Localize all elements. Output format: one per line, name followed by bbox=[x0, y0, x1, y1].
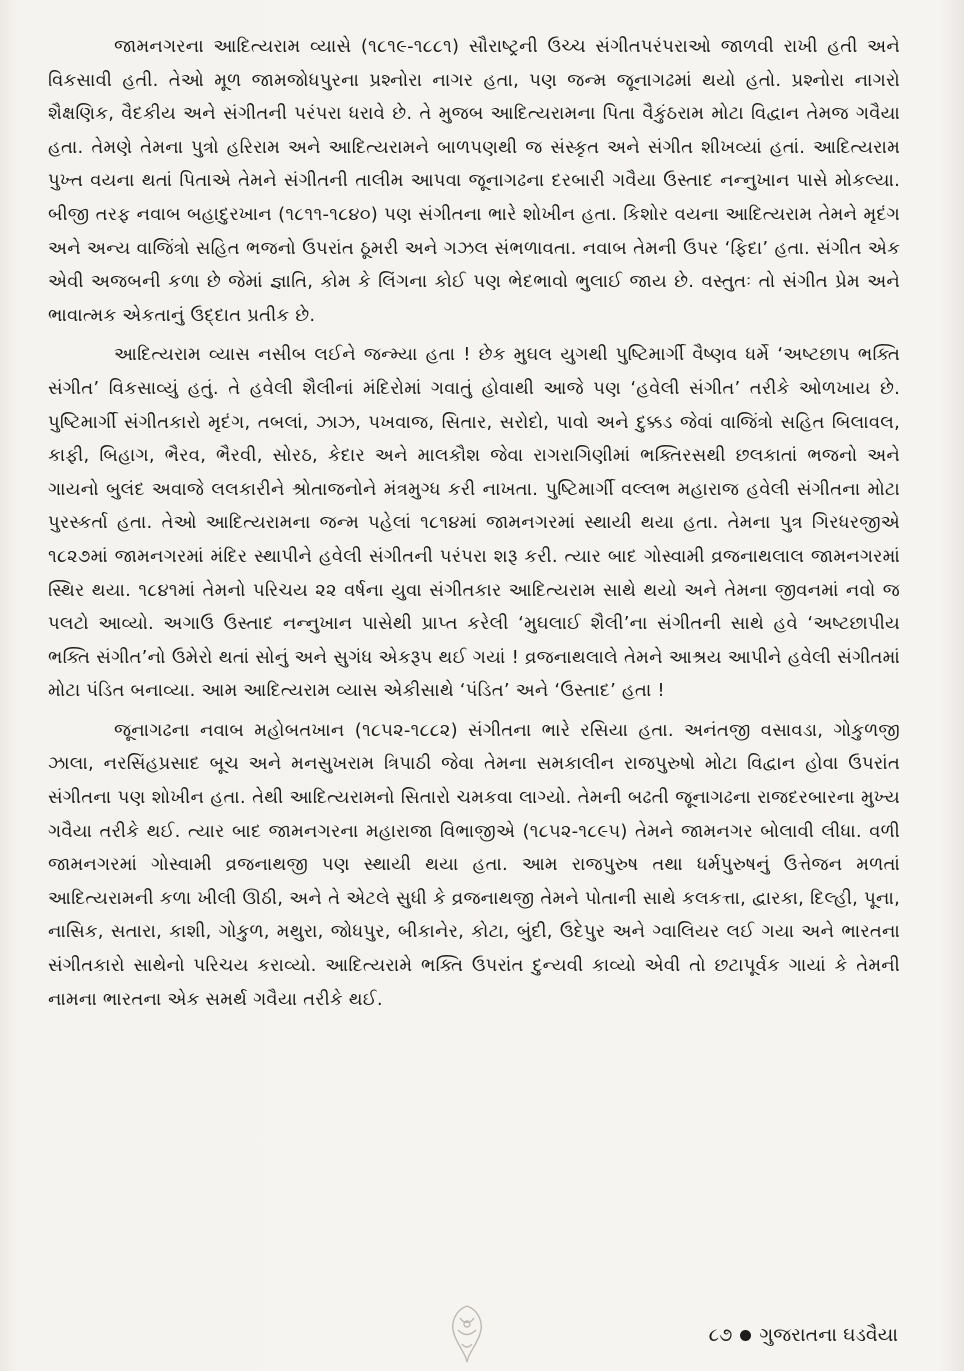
page-number: ૮૭ bbox=[708, 1324, 733, 1346]
decorative-emblem-icon bbox=[436, 1300, 498, 1366]
paragraph-aditram-origins: જામનગરના આદિત્યરામ વ્યાસે (૧૮૧૯-૧૮૮૧) સૌરાષ્ટ્રની ઉચ્ચ સંગીતપરંપરાઓ જાળવી રાખી હતી અને વિકસાવી હતી. તેઓ મૂળ જામજોધપુરના પ્રશ્નોરા નાગર હતા, પણ જન્મ જૂનાગઢમાં થયો હતો. પ્રશ્નોરા નાગરો શૈક્ષણિક, વૈદકીય અને સંગીતની પરંપરા ધરાવે છે. તે મુજબ આદિત્યરામના પિતા વૈકુંઠરામ મોટા વિદ્વાન તેમજ ગવૈયા હતા. તેમણે તેમના પુત્રો હરિરામ અને આદિત્યરામને બાળપણથી જ સંસ્કૃત અને સંગીત શીખવ્યાં હતાં. આદિત્યરામ પુખ્ત વયના થતાં પિતાએ તેમને સંગીતની તાલીમ આપવા જૂનાગઢના દરબારી ગવૈયા ઉસ્તાદ નન્નુખાન પાસે મોકલ્યા. બીજી તરફ નવાબ બહાદુરખાન (૧૮૧૧-૧૮૪૦) પણ સંગીતના ભારે શોખીન હતા. કિશોર વયના આદિત્યરામ તેમને મૃદંગ અને અન્ય વાજિંત્રો સહિત ભજનો ઉપરાંત ઠૂમરી અને ગઝલ સંભળાવતા. નવાબ તેમની ઉપર ‘ફિદા’ હતા. સંગીત એક એવી અજબની કળા છે જેમાં જ્ઞાતિ, કોમ કે લિંગના કોઈ પણ ભેદભાવો ભુલાઈ જાય છે. વસ્તુતઃ તો સંગીત પ્રેમ અને ભાવાત્મક એકતાનું ઉદ્દાત પ્રતીક છે. bbox=[48, 36, 900, 326]
paragraph-junagadh-nawab: જૂનાગઢના નવાબ મહોબતખાન (૧૮૫૨-૧૮૮૨) સંગીતના ભારે રસિયા હતા. અનંતજી વસાવડા, ગોકુળજી ઝાલા, નરસિંહપ્રસાદ બૂચ અને મનસુખરામ ત્રિપાઠી જેવા તેમના સમકાલીન રાજપુરુષો મોટા વિદ્વાન હોવા ઉપરાંત સંગીતના પણ શોખીન હતા. તેથી આદિત્યરામનો સિતારો ચમકવા લાગ્યો. તેમની બઢતી જૂનાગઢના રાજદરબારના મુખ્ય ગવૈયા તરીકે થઈ. ત્યાર બાદ જામનગરના મહારાજા વિભાજીએ (૧૮૫૨-૧૮૯૫) તેમને જામનગર બોલાવી લીધા. વળી જામનગરમાં ગોસ્વામી વ્રજનાથજી પણ સ્થાયી થયા હતા. આમ રાજપુરુષ તથા ધર્મપુરુષનું ઉત્તેજન મળતાં આદિત્યરામની કળા ખીલી ઊઠી, અને તે એટલે સુધી કે વ્રજનાથજી તેમને પોતાની સાથે કલકત્તા, દ્વારકા, દિલ્હી, પૂના, નાસિક, સતારા, કાશી, ગોકુળ, મથુરા, જોધપુર, બીકાનેર, કોટા, બુંદી, ઉદેપુર અને ગ્વાલિયર લઈ ગયા અને ભારતના સંગીતકારો સાથેનો પરિચય કરાવ્યો. આદિત્યરામે ભક્તિ ઉપરાંત દુન્યવી કાવ્યો એવી તો છટાપૂર્વક ગાયાં કે તેમની નામના ભારતના એક સમર્થ ગવૈયા તરીકે થઈ. bbox=[48, 719, 900, 1010]
body-text bbox=[48, 30, 900, 1026]
bullet-icon bbox=[740, 1330, 751, 1341]
paragraph-haveli-sangeet: આદિત્યરામ વ્યાસ નસીબ લઈને જન્મ્યા હતા ! છેક મુઘલ યુગથી પુષ્ટિમાર્ગી વૈષ્ણવ ધર્મે ‘અષ્ટછાપ ભક્તિ સંગીત’ વિકસાવ્યું હતું. તે હવેલી શૈલીનાં મંદિરોમાં ગવાતું હોવાથી આજે પણ ‘હવેલી સંગીત’ તરીકે ઓળખાય છે. પુષ્ટિમાર્ગી સંગીતકારો મૃદંગ, તબલાં, ઝાઝ, પખવાજ, સિતાર, સરોદો, પાવો અને દુક્કડ જેવાં વાજિંત્રો સહિત બિલાવલ, કાફી, બિહાગ, ભૈરવ, ભૈરવી, સોરઠ, કેદાર અને માલકૌશ જેવા રાગરાગિણીમાં ભક્તિરસથી છલકાતાં ભજનો અને ગાયનો બુલંદ અવાજે લલકારીને શ્રોતાજનોને મંત્રમુગ્ધ કરી નાખતા. પુષ્ટિમાર્ગી વલ્લભ મહારાજ હવેલી સંગીતના મોટા પુરસ્કર્તા હતા. તેઓ આદિત્યરામના જન્મ પહેલાં ૧૮૧૪માં જામનગરમાં સ્થાયી થયા હતા. તેમના પુત્ર ગિરધરજીએ ૧૮૨૭માં જામનગરમાં મંદિર સ્થાપીને હવેલી સંગીતની પરંપરા શરૂ કરી. ત્યાર બાદ ગોસ્વામી વ્રજનાથલાલ જામનગરમાં સ્થિર થયા. ૧૮૪૧માં તેમનો પરિચય ૨૨ વર્ષના યુવા સંગીતકાર આદિત્યરામ સાથે થયો અને તેમના જીવનમાં નવો જ પલટો આવ્યો. અગાઉ ઉસ્તાદ નન્નુખાન પાસેથી પ્રાપ્ત કરેલી ‘મુઘલાઈ શૈલી’ના સંગીતની સાથે હવે ‘અષ્ટછાપીય ભક્તિ સંગીત’નો ઉમેરો થતાં સોનું અને સુગંધ એકરૂપ થઈ ગયાં ! વ્રજનાથલાલે તેમને આશ્રય આપીને હવેલી સંગીતમાં મોટા પંડિત બનાવ્યા. આમ આદિત્યરામ વ્યાસ એકીસાથે ‘પંડિત’ અને ‘ઉસ્તાદ’ હતા ! bbox=[48, 344, 900, 702]
book-title: ગુજરાતના ઘડવૈયા bbox=[759, 1324, 898, 1346]
page-footer bbox=[709, 1323, 898, 1347]
